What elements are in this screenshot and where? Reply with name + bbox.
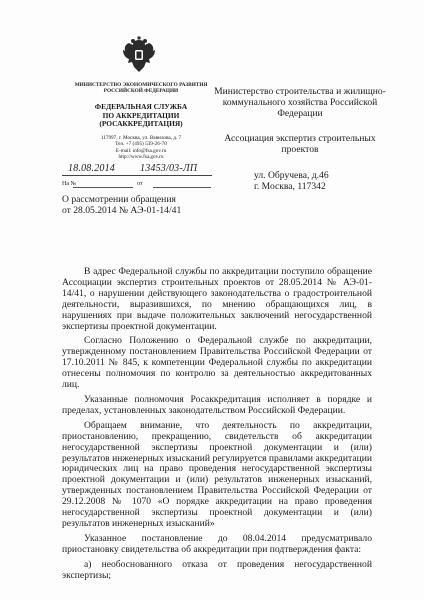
sender-email: E-mail: info@fsa.gov.ru [115,147,167,154]
body-paragraph: Указанные полномочия Росаккредитация исполняет в порядке и пределах, установленных законодательством Российской Федерации. [62,393,372,416]
recipient-ministry-line: Федерации [277,108,323,119]
service-line: ПО АККРЕДИТАЦИИ [102,110,180,120]
recipient-association-line: проектов [281,144,319,155]
sender-website: http://www.fsa.gov.ru [118,154,164,161]
registration-line [62,164,212,176]
registration-number: 13453/03-ЛП [140,163,198,174]
recipient-ministry-line: коммунального хозяйства Российской [222,97,378,108]
body-paragraph: В адрес Федеральной службы по аккредитации поступило обращение Ассоциации экспертиз строительных проектов от 28.05.2014 № АЭ-01-14/41, о нарушении действующего законодательства о градостроительной деятельности, выразившихся, по мнению обращающихся лиц, в нарушениях при выдаче положительных заключений негосударственной экспертизы проектной документации. [62,266,372,332]
recipient-block [207,86,393,155]
sender-ministry: МИНИСТЕРСТВО ЭКОНОМИЧЕСКОГО РАЗВИТИЯ РОССИЙСКОЙ ФЕДЕРАЦИИ [74,82,208,95]
registration-underline [62,175,212,176]
service-line: (РОСАККРЕДИТАЦИЯ) [99,118,183,128]
recipient-ministry-line: Министерство строительства и жилищно- [214,86,386,97]
body-paragraph: а) необоснованного отказа от проведения негосударственной экспертизы; [62,558,372,581]
body-paragraph: Обращаем внимание, что деятельность по аккредитации, приостановлению, прекращению, свидетельств об аккредитации негосударственной экспертизы проектной документации и (или) результатов инженерных изысканий регулируется правилами аккредитации юридических лиц на право проведения негосударственной экспертизы проектной документации и (или) результатов инженерных изысканий, утвержденных постановлением Правительства Российской Федерации от 29.12.2008 № 1070 «О порядке аккредитации на право проведения негосударственной экспертизы проектной документации и (или) результатов инженерных изысканий» [62,419,372,529]
body-paragraph: Указанное постановление до 08.04.2014 предусматривало приостановку свидетельства об аккредитации при подтверждения факта: [62,532,372,555]
sender-service-name [70,103,212,128]
sender-address: 117997, г. Москва, ул. Вавилова, д. 7 [100,135,182,142]
letter-body [62,267,372,585]
subject-line: О рассмотрении обращения [62,194,176,205]
recipient-address-line: ул. Обручева, д.46 [254,170,329,181]
recipient-address [254,170,329,192]
service-line: ФЕДЕРАЛЬНАЯ СЛУЖБА [94,102,188,112]
sender-header [70,82,212,161]
body-paragraph: Согласно Положению о Федеральной службе по аккредитации, утвержденному постановлением Правительства Российской Федерации от 17.10.2011 № 845, к компетенции Федеральной службы по аккредитации отнесены полномочия по контролю за деятельностью аккредитованных лиц. [62,335,372,391]
sender-contacts [70,135,212,161]
reference-date-blank [153,187,211,188]
reference-date-label: от [137,181,143,187]
coat-of-arms-emblem [121,36,157,76]
sender-phone: Тел. +7 (495) 539-26-70 [115,141,167,148]
subject-line: от 28.05.2014 № АЭ-01-14/41 [62,205,182,216]
recipient-association-line: Ассоциация экспертиз строительных [224,133,376,144]
letter-subject [62,194,181,216]
registration-date: 18.08.2014 [68,163,115,174]
reference-number-blank [73,187,133,188]
reference-number-label: На № [62,181,77,187]
recipient-address-line: г. Москва, 117342 [254,181,326,192]
